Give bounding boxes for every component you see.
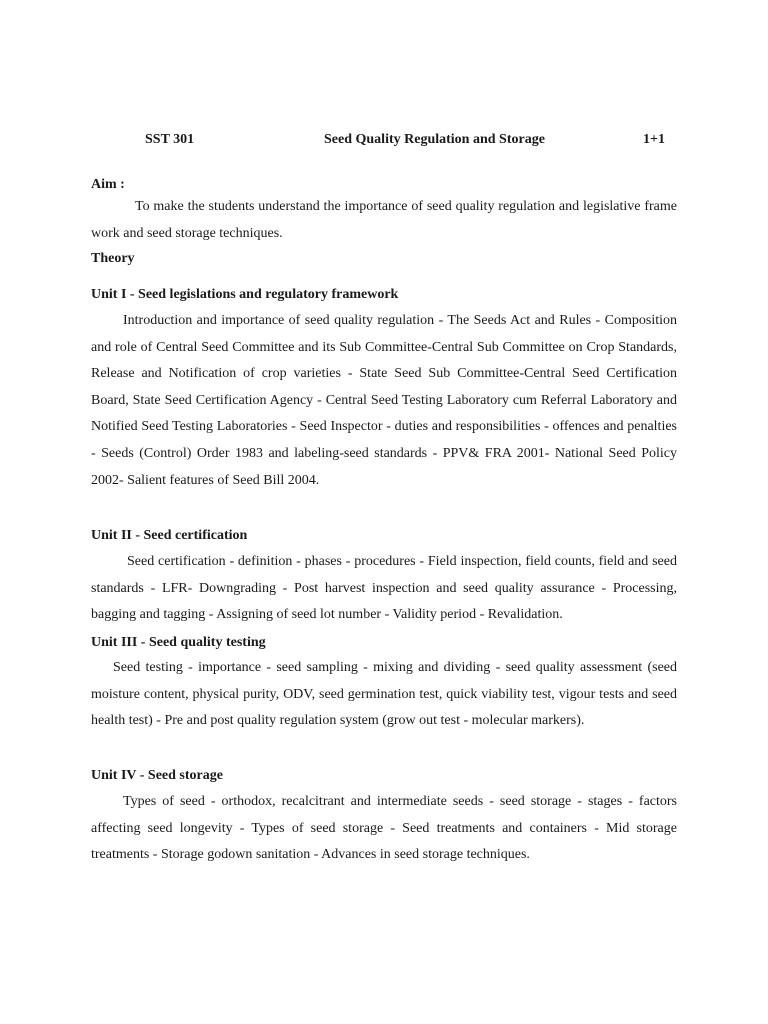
aim-text: To make the students understand the importance of seed quality regulation and legislative frame work and seed storage techniques. (91, 199, 677, 241)
unit-1-title: Unit I - Seed legislations and regulatory framework (91, 287, 399, 302)
course-title: Seed Quality Regulation and Storage (324, 132, 545, 147)
unit-4-content: Types of seed - orthodox, recalcitrant and intermediate seeds - seed storage - stages - factors affecting seed longevity - Types of seed storage - Seed treatments and containers - Mid storage treatments - Storage godown sanitation - Advances in seed storage techniques. (91, 794, 677, 863)
unit-1-content: Introduction and importance of seed quality regulation - The Seeds Act and Rules - Composition and role of Central Seed Committee and its Sub Committee-Central Sub Committee on Crop Standards, Release and Notification of crop varieties - State Seed Sub Committee-Central Seed Certification Board, State Seed Certification Agency - Central Seed Testing Laboratory cum Referral Laboratory and Notified Seed Testing Laboratories - Seed Inspector - duties and responsibilities - offences and penalties - Seeds (Control) Order 1983 and labeling-seed standards - PPV& FRA 2001- National Seed Policy 2002- Salient features of Seed Bill 2004. (91, 313, 677, 488)
unit-2-content: Seed certification - definition - phases - procedures - Field inspection, field counts, field and seed standards - LFR- Downgrading - Post harvest inspection and seed quality assurance - Processing, bagging and tagging - Assigning of seed lot number - Validity period - Revalidation. (91, 554, 677, 623)
course-header (0, 132, 768, 152)
course-credits: 1+1 (643, 132, 665, 147)
aim-label: Aim : (91, 177, 125, 192)
unit-4-title: Unit IV - Seed storage (91, 768, 223, 783)
unit-2-title: Unit II - Seed certification (91, 528, 248, 543)
theory-heading: Theory (91, 251, 135, 266)
unit-3-content: Seed testing - importance - seed sampling - mixing and dividing - seed quality assessment (seed moisture content, physical purity, ODV, seed germination test, quick viability test, vigour tests and seed health test) - Pre and post quality regulation system (grow out test - molecular markers). (91, 660, 677, 729)
unit-3-title: Unit III - Seed quality testing (91, 635, 266, 650)
course-code: SST 301 (145, 132, 195, 147)
